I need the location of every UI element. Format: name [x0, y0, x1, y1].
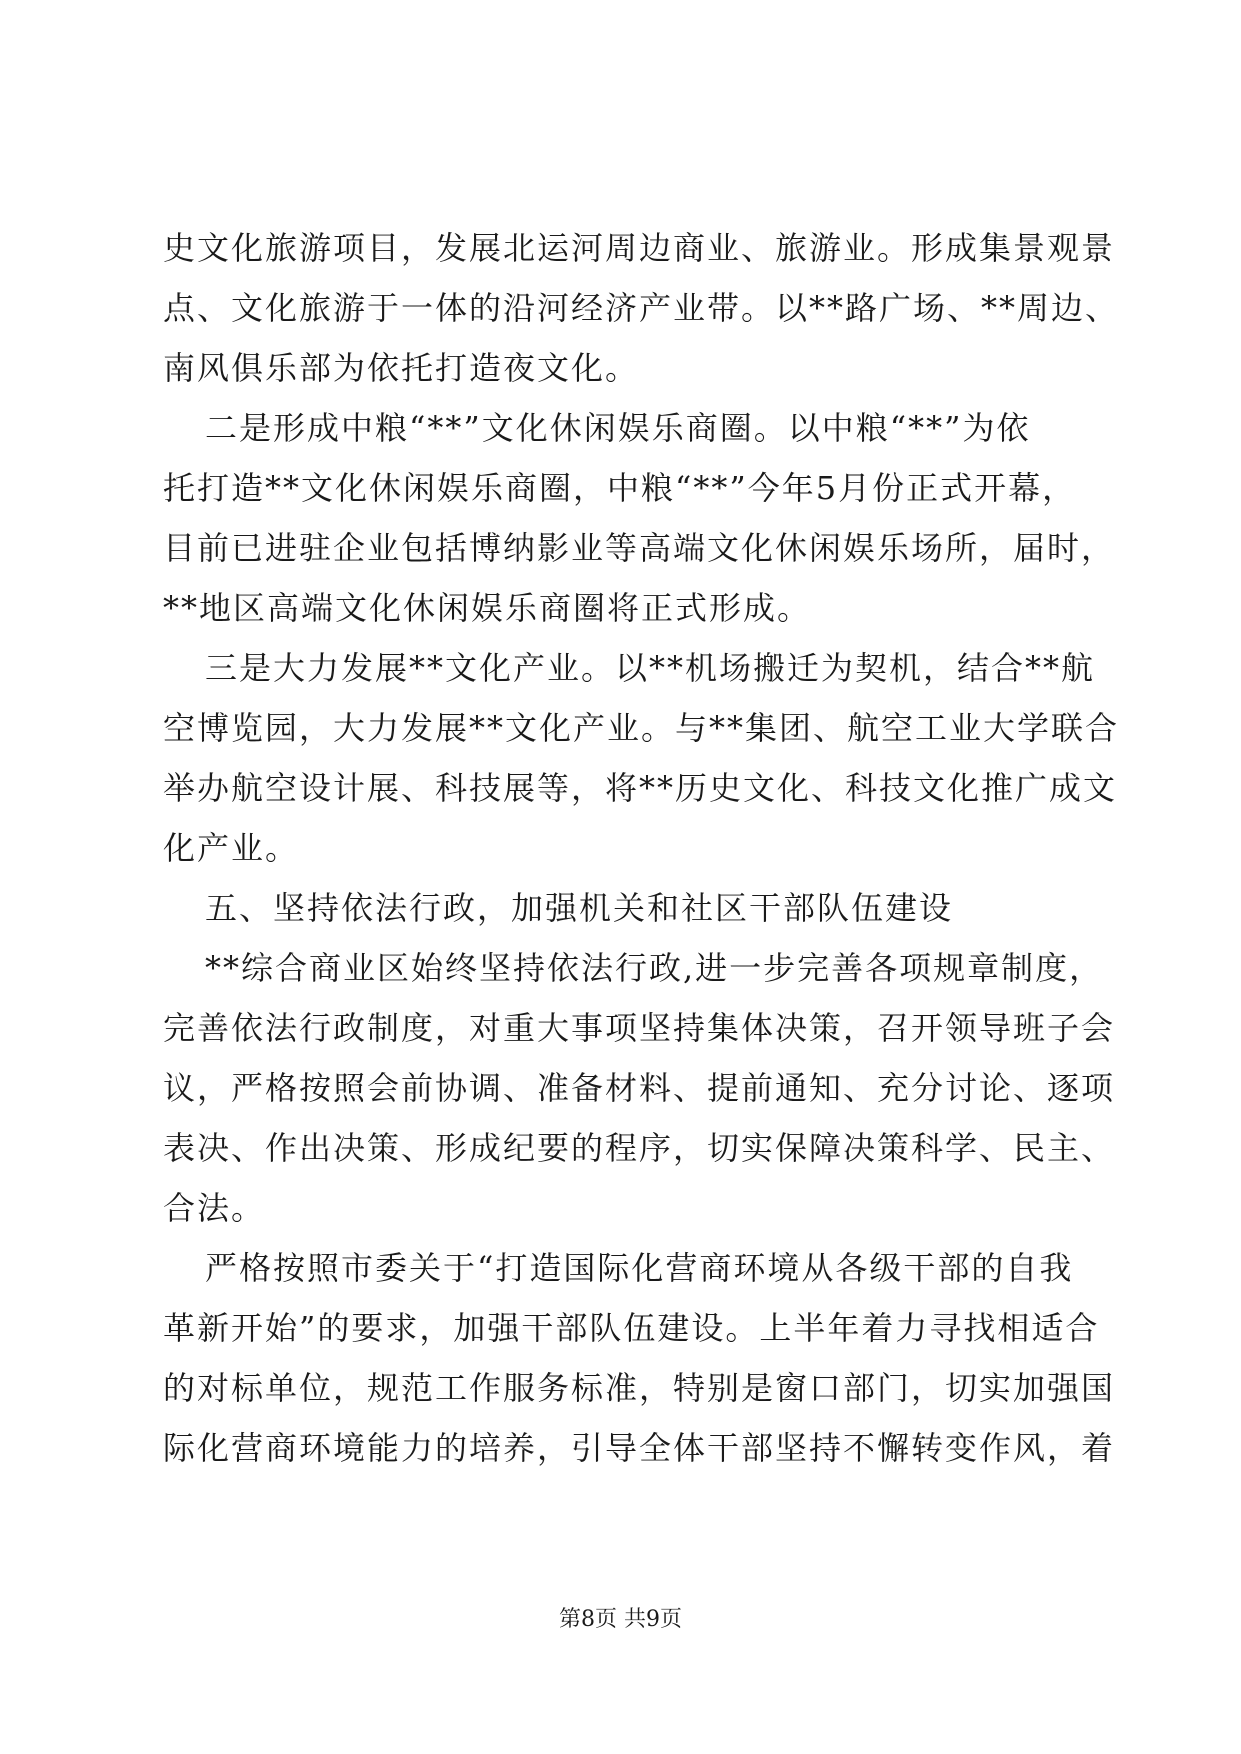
page-number: 第8页 共9页 [559, 1607, 682, 1632]
text-line: 托打造**文化休闲娱乐商圈，中粮“**”今年5月份正式开幕， [163, 469, 1077, 507]
page-footer [0, 1605, 1241, 1635]
text-line: 合法。 [163, 1189, 266, 1227]
text-line: 目前已进驻企业包括博纳影业等高端文化休闲娱乐场所，届时， [163, 529, 1116, 567]
text-line: **地区高端文化休闲娱乐商圈将正式形成。 [163, 589, 812, 627]
paragraph-first-line: 严格按照市委关于“打造国际化营商环境从各级干部的自我 [205, 1249, 1074, 1287]
text-line: 空博览园，大力发展**文化产业。与**集团、航空工业大学联合 [163, 709, 1120, 747]
text-line: 的对标单位，规范工作服务标准，特别是窗口部门，切实加强国 [163, 1369, 1116, 1407]
paragraph-first-line: **综合商业区始终坚持依法行政,进一步完善各项规章制度， [205, 949, 1104, 987]
text-line: 革新开始”的要求，加强干部队伍建设。上半年着力寻找相适合 [163, 1309, 1100, 1347]
text-line: 表决、作出决策、形成纪要的程序，切实保障决策科学、民主、 [163, 1129, 1116, 1167]
paragraph-first-line: 三是大力发展**文化产业。以**机场搬迁为契机，结合**航 [205, 649, 1096, 687]
text-line: 南风俱乐部为依托打造夜文化。 [163, 349, 640, 387]
text-line: 举办航空设计展、科技展等，将**历史文化、科技文化推广成文 [163, 769, 1118, 807]
paragraph-first-line: 二是形成中粮“**”文化休闲娱乐商圈。以中粮“**”为依 [205, 409, 1031, 447]
text-line: 际化营商环境能力的培养，引导全体干部坚持不懈转变作风，着 [163, 1429, 1116, 1467]
text-line: 议，严格按照会前协调、准备材料、提前通知、充分讨论、逐项 [163, 1069, 1116, 1107]
text-line: 完善依法行政制度，对重大事项坚持集体决策，召开领导班子会 [163, 1009, 1116, 1047]
section-heading: 五、坚持依法行政，加强机关和社区干部队伍建设 [205, 889, 954, 927]
text-line: 史文化旅游项目，发展北运河周边商业、旅游业。形成集景观景 [163, 229, 1116, 267]
text-line: 点、文化旅游于一体的沿河经济产业带。以**路广场、**周边、 [163, 289, 1120, 327]
text-line: 化产业。 [163, 829, 300, 867]
